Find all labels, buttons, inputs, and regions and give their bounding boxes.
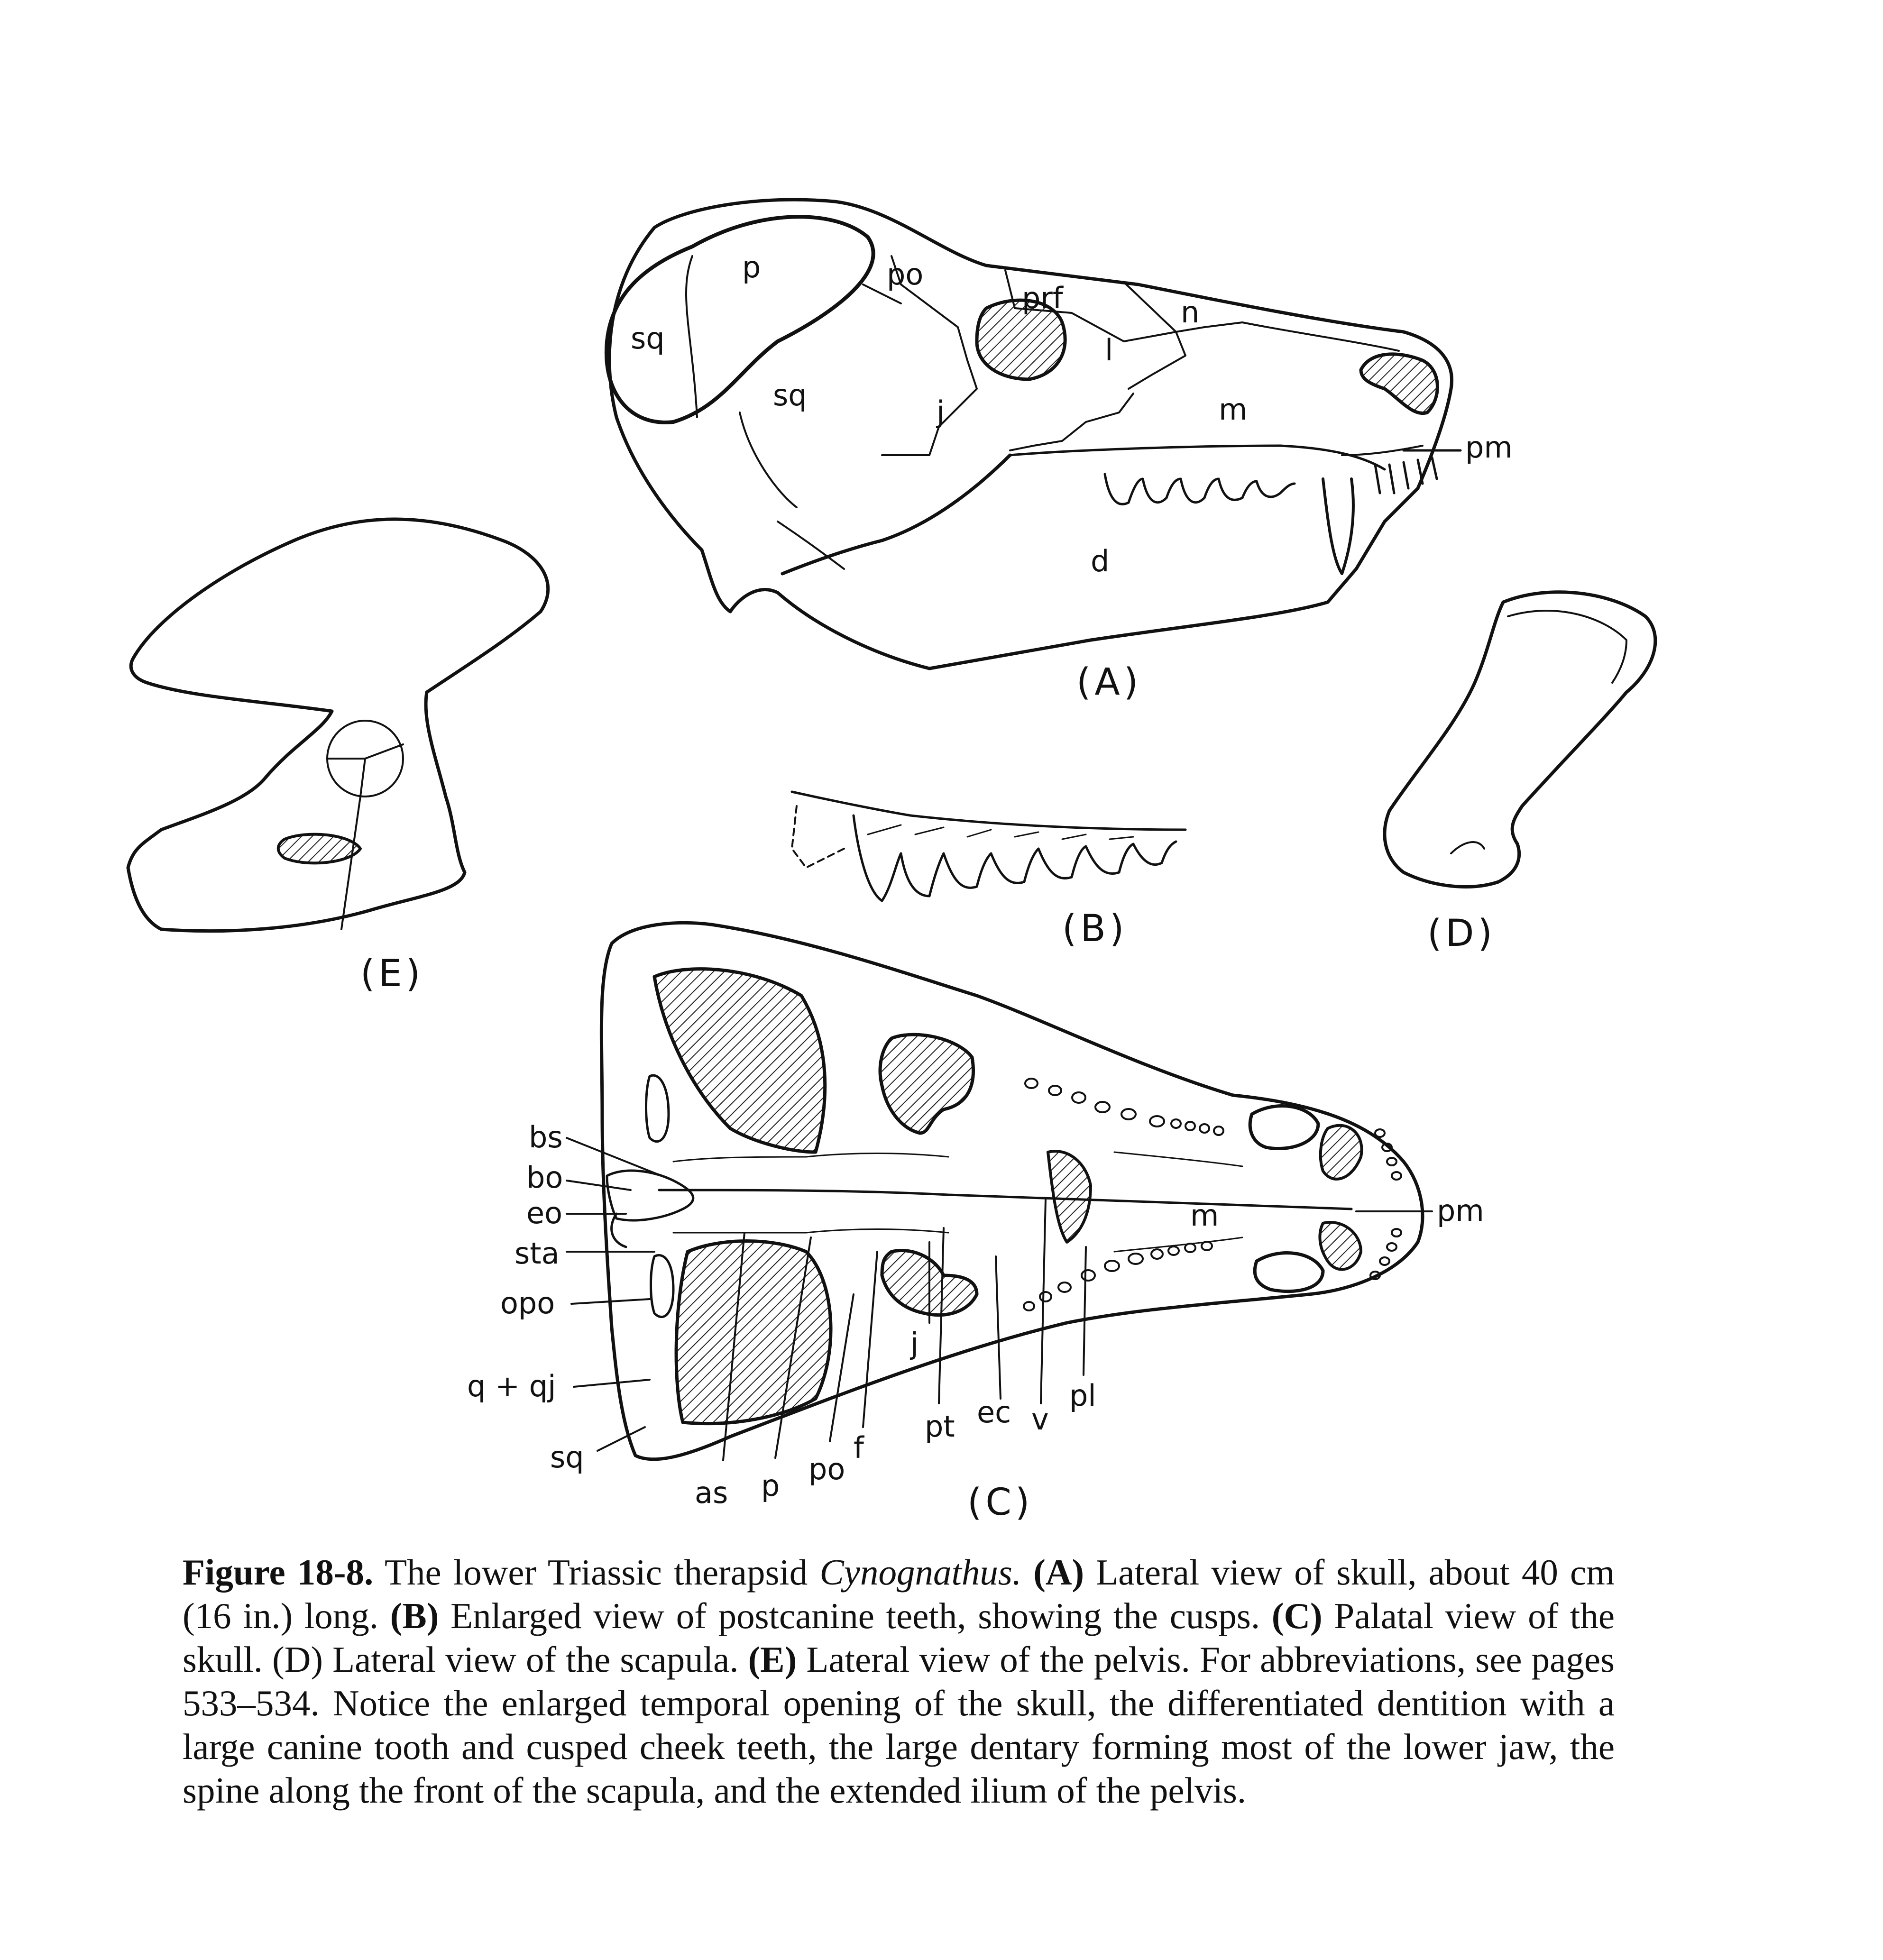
label-sta: sta: [514, 1236, 560, 1271]
label-l: l: [1105, 333, 1113, 367]
label-bo: bo: [526, 1160, 563, 1195]
caption-tag-c: (C): [1260, 1595, 1323, 1636]
temporal-opening-lower: [676, 1241, 831, 1424]
label-d: d: [1091, 544, 1110, 578]
skull-lateral-labels: [631, 250, 1513, 704]
postcanine-teeth: [1105, 474, 1295, 504]
caption-tag-d: (D): [263, 1639, 323, 1680]
temporal-opening-upper: [654, 969, 825, 1152]
foramina-upper-row: [1025, 1079, 1223, 1135]
caption-tag-a: (A): [1021, 1552, 1084, 1593]
incisive-upper: [1321, 1126, 1362, 1179]
palatal-opening: [1048, 1151, 1091, 1242]
caption-tag-e: (E): [738, 1639, 797, 1680]
caption-tag-b: (B): [378, 1595, 439, 1636]
label-m: m: [1190, 1198, 1219, 1233]
panel-label-b: (B): [1062, 907, 1128, 950]
label-v: v: [1031, 1402, 1049, 1437]
label-po: po: [808, 1452, 845, 1486]
label-sq-lower: sq: [773, 378, 807, 412]
panel-label-a: (A): [1076, 661, 1142, 704]
label-sq-upper: sq: [631, 321, 665, 356]
label-n: n: [1181, 295, 1200, 330]
incisive-lower: [1320, 1222, 1361, 1269]
skull-palatal-view: [567, 923, 1432, 1460]
panel-label-d: (D): [1427, 912, 1496, 955]
caption-text-b: Enlarged view of postcanine teeth, showing the cusps.: [439, 1595, 1260, 1636]
label-prf: prf: [1022, 281, 1063, 315]
stapes-opening-upper: [646, 1075, 669, 1142]
caption-text-c: Palatal view of the skull.: [183, 1595, 1615, 1680]
label-pt: pt: [925, 1409, 955, 1444]
panel-label-c: (C): [967, 1481, 1034, 1524]
naris-upper: [1250, 1106, 1318, 1149]
label-sq: sq: [550, 1440, 584, 1475]
pelvis-lateral-view: [128, 519, 548, 995]
postcanine-teeth-enlarged: [792, 792, 1185, 950]
label-po: po: [887, 257, 924, 292]
stapes-opening-lower: [651, 1255, 674, 1317]
figure-caption: [183, 1550, 1615, 1812]
label-q-qj: q + qj: [467, 1369, 556, 1403]
label-bs: bs: [529, 1120, 563, 1154]
caption-genus: Cynognathus.: [819, 1552, 1022, 1593]
palatal-labels: [467, 1120, 1484, 1524]
obturator-foramen: [278, 834, 360, 863]
skull-lateral-view: [606, 200, 1460, 669]
pelvis-outline: [128, 519, 548, 931]
label-pm: pm: [1437, 1193, 1484, 1228]
scapula-outline: [1385, 592, 1655, 887]
label-as: as: [695, 1475, 728, 1510]
scapula-lateral-view: [1385, 592, 1655, 955]
naris-opening: [1361, 354, 1437, 413]
label-ec: ec: [977, 1395, 1011, 1429]
panel-label-e: (E): [360, 953, 424, 995]
label-p: p: [742, 250, 761, 284]
label-f: f: [854, 1430, 864, 1465]
label-pl: pl: [1069, 1378, 1096, 1413]
naris-lower: [1255, 1253, 1323, 1291]
caption-text-d: Lateral view of the scapula.: [323, 1639, 739, 1680]
skull-outline: [609, 200, 1451, 669]
canine-tooth: [1323, 479, 1353, 574]
label-m: m: [1219, 392, 1248, 427]
label-j: j: [937, 394, 945, 429]
label-eo: eo: [526, 1196, 563, 1230]
caption-text-a: Lateral view of skull, about 40 cm (16 in.) long.: [183, 1552, 1615, 1636]
figure-number: Figure 18-8.: [183, 1552, 374, 1593]
label-opo: opo: [500, 1286, 555, 1320]
temporal-opening: [606, 217, 873, 422]
label-pm: pm: [1465, 430, 1513, 465]
caption-text-e: Lateral view of the pelvis. For abbreviations, see pages 533–534. Notice the enlarged temporal opening of the skull, the differentiated dentition with a large canine tooth and cusped cheek teeth, the large dentary forming most of the lower jaw, the spine along the front of the scapula, and the extended ilium of the pelvis.: [183, 1639, 1615, 1811]
label-p: p: [761, 1468, 780, 1503]
caption-lead: The lower Triassic therapsid: [373, 1552, 820, 1593]
label-j: j: [910, 1326, 919, 1361]
orbit-upper: [880, 1035, 973, 1133]
